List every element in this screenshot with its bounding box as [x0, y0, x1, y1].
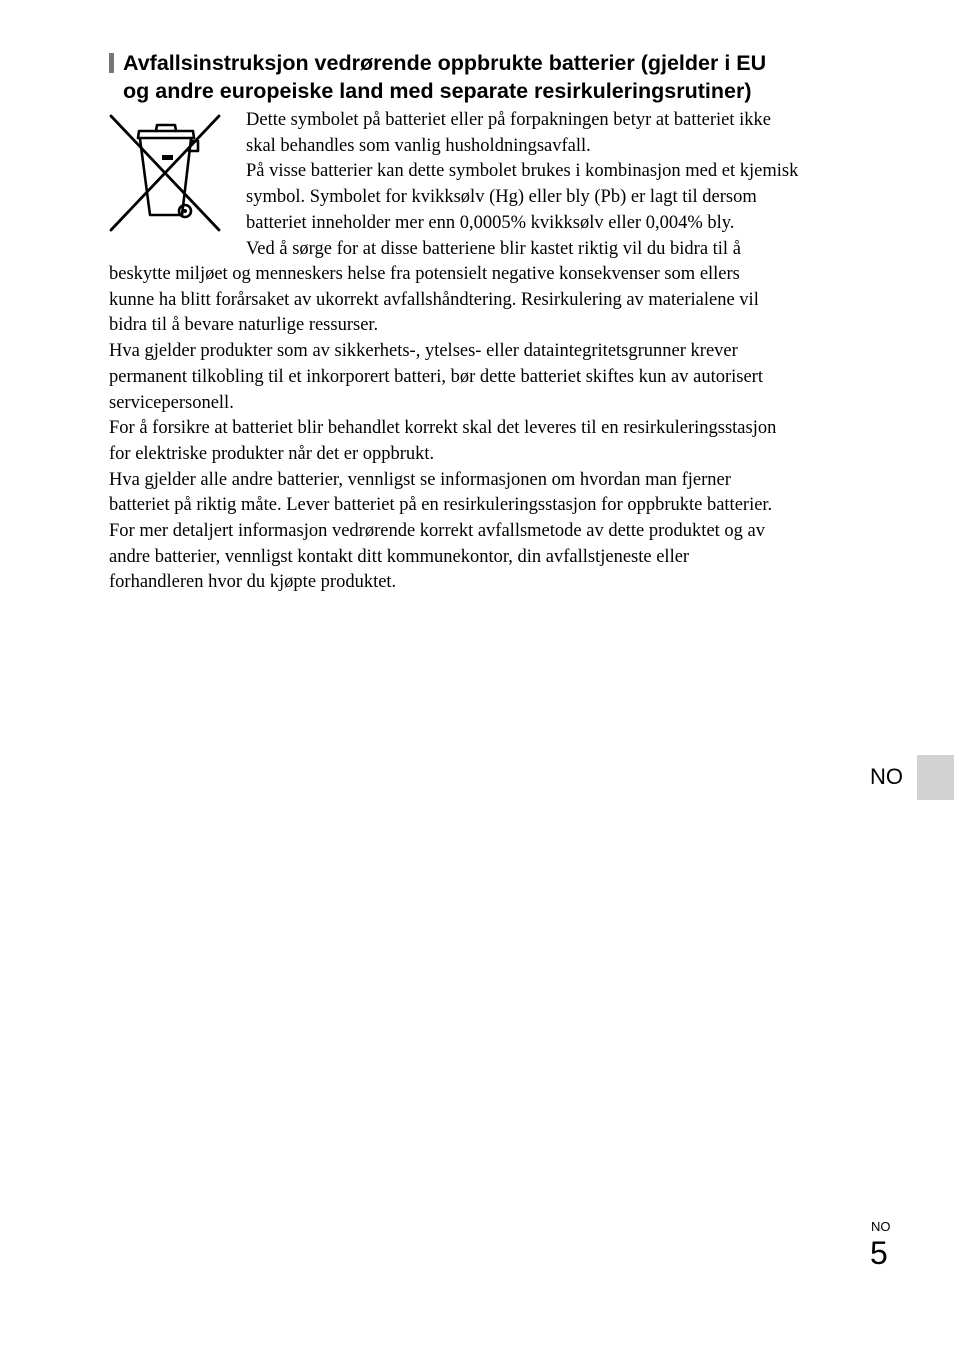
text-line: permanent tilkobling til et inkorporert batteri, bør dette batteriet skiftes kun av autorisert [109, 366, 763, 387]
heading-line: og andre europeiske land med separate resirkuleringsrutiner) [123, 79, 752, 103]
text-line: Hva gjelder alle andre batterier, vennligst se informasjonen om hvordan man fjerner [109, 469, 731, 490]
text-line: For å forsikre at batteriet blir behandlet korrekt skal det leveres til en resirkuleringsstasjon [109, 418, 777, 439]
text-line: Ved å sørge for at disse batteriene blir kastet riktig vil du bidra til å [246, 238, 741, 259]
text-line: symbol. Symbolet for kvikksølv (Hg) eller bly (Pb) er lagt til dersom [246, 187, 757, 208]
crossed-out-wheelie-bin-icon [109, 114, 221, 232]
page-language-code: NO [871, 1219, 891, 1234]
text-line: beskytte miljøet og menneskers helse fra potensielt negative konsekvenser som ellers [109, 264, 740, 284]
text-line: for elektriske produkter når det er oppbrukt. [109, 443, 435, 464]
text-line: På visse batterier kan dette symbolet brukes i kombinasjon med et kjemisk [246, 161, 799, 182]
heading-marker-bar [109, 53, 114, 73]
section-heading [109, 49, 869, 105]
language-side-tab [917, 755, 954, 800]
text-line: forhandleren hvor du kjøpte produktet. [109, 572, 397, 593]
body-text [109, 262, 889, 596]
text-line: skal behandles som vanlig husholdningsavfall. [246, 135, 591, 156]
text-line: Dette symbolet på batteriet eller på forpakningen betyr at batteriet ikke [246, 110, 771, 130]
text-line: For mer detaljert informasjon vedrørende korrekt avfallsmetode av dette produktet og av [109, 521, 766, 542]
page-number: 5 [870, 1235, 888, 1271]
intro-paragraph [246, 108, 886, 262]
text-line: andre batterier, vennligst kontakt ditt kommunekontor, din avfallstjeneste eller [109, 546, 690, 567]
text-line: servicepersonell. [109, 392, 234, 413]
heading-line: Avfallsinstruksjon vedrørende oppbrukte batterier (gjelder i EU [123, 51, 767, 75]
text-line: kunne ha blitt forårsaket av ukorrekt avfallshåndtering. Resirkulering av materialene vil [109, 289, 759, 310]
text-line: bidra til å bevare naturlige ressurser. [109, 315, 379, 336]
text-line: Hva gjelder produkter som av sikkerhets-, ytelses- eller dataintegritetsgrunner krever [109, 341, 738, 362]
text-line: batteriet inneholder mer enn 0,0005% kvikksølv eller 0,004% bly. [246, 212, 735, 233]
language-tab-label: NO [870, 764, 903, 789]
text-line: batteriet på riktig måte. Lever batteriet på en resirkuleringsstasjon for oppbrukte batterier. [109, 495, 773, 516]
